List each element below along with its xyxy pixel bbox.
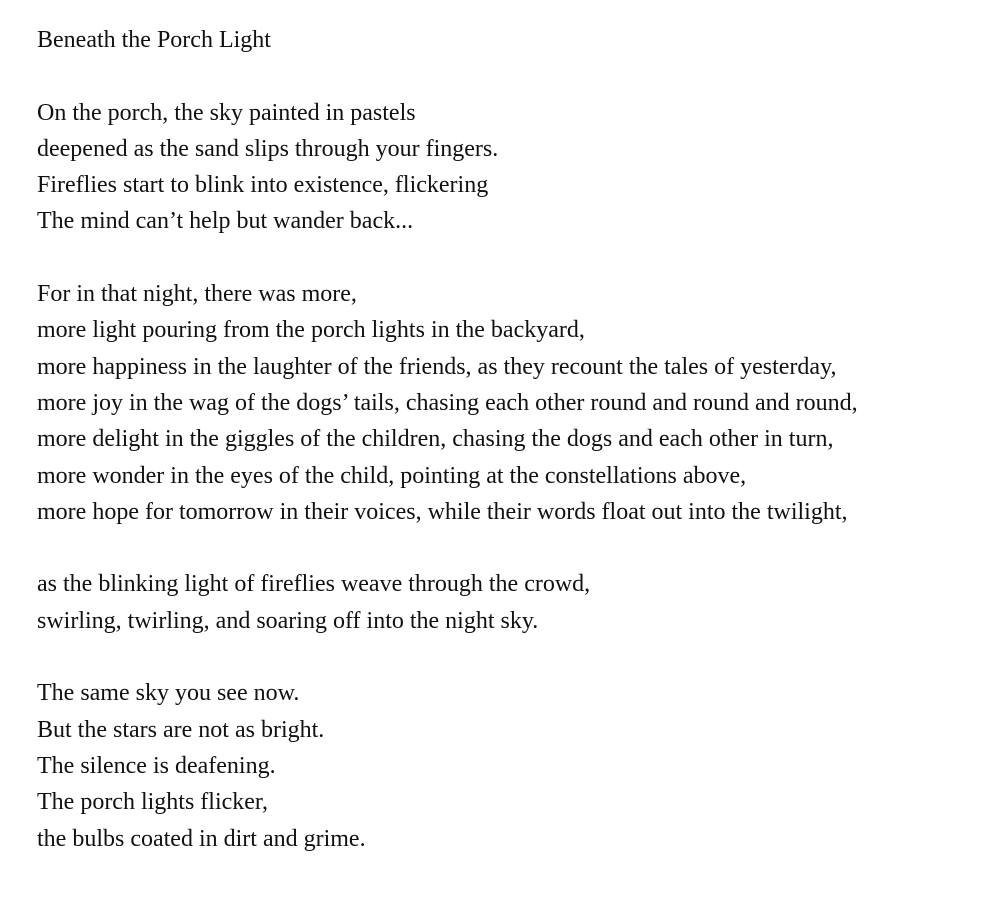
- poem-title: Beneath the Porch Light: [37, 27, 271, 53]
- poem-line: The porch lights flicker,: [37, 789, 268, 816]
- poem-line: swirling, twirling, and soaring off into the night sky.: [37, 607, 539, 634]
- poem-line: On the porch, the sky painted in pastels: [37, 99, 416, 126]
- poem-line: more delight in the giggles of the children, chasing the dogs and each other in turn,: [37, 426, 834, 453]
- poem-line: more hope for tomorrow in their voices, while their words float out into the twilight,: [37, 498, 848, 525]
- poem-line: the bulbs coated in dirt and grime.: [37, 825, 366, 852]
- poem-line: For in that night, there was more,: [37, 281, 357, 308]
- poem-line: deepened as the sand slips through your fingers.: [37, 135, 499, 162]
- stanza-1: [37, 95, 980, 240]
- stanza-2: [37, 276, 980, 530]
- poem-line: But the stars are not as bright.: [37, 716, 325, 743]
- poem-document: [37, 22, 980, 857]
- poem-line: more light pouring from the porch lights in the backyard,: [37, 317, 585, 344]
- poem-line: The mind can’t help but wander back...: [37, 208, 414, 235]
- poem-line: as the blinking light of fireflies weave through the crowd,: [37, 571, 591, 598]
- stanza-4: [37, 675, 980, 856]
- poem-line: The same sky you see now.: [37, 680, 300, 707]
- poem-line: more happiness in the laughter of the friends, as they recount the tales of yesterday,: [37, 353, 837, 380]
- poem-line: more wonder in the eyes of the child, pointing at the constellations above,: [37, 462, 747, 489]
- poem-line: more joy in the wag of the dogs’ tails, chasing each other round and round and round,: [37, 389, 858, 416]
- poem-line: The silence is deafening.: [37, 752, 276, 779]
- stanza-3: [37, 566, 980, 639]
- poem-line: Fireflies start to blink into existence, flickering: [37, 172, 489, 199]
